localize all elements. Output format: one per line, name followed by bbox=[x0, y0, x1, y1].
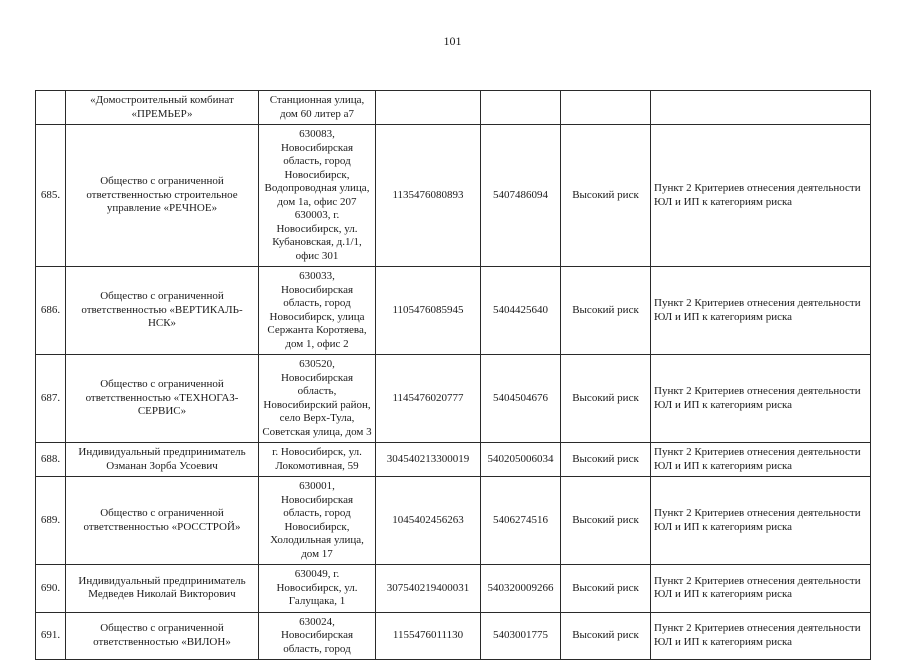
cell-criteria: Пункт 2 Критериев отнесения деятельности ЮЛ и ИП к категориям риска bbox=[651, 267, 871, 355]
cell-ogrn bbox=[376, 91, 481, 125]
cell-ogrn: 1105476085945 bbox=[376, 267, 481, 355]
cell-inn: 5406274516 bbox=[481, 477, 561, 565]
cell-risk: Высокий риск bbox=[561, 125, 651, 267]
table-row bbox=[36, 443, 871, 477]
cell-name: Общество с ограниченной ответственностью «РОССТРОЙ» bbox=[66, 477, 259, 565]
table-row bbox=[36, 565, 871, 613]
page-number: 101 bbox=[443, 34, 462, 48]
cell-num: 687. bbox=[36, 355, 66, 443]
cell-ogrn: 1145476020777 bbox=[376, 355, 481, 443]
registry-table bbox=[35, 90, 871, 660]
cell-name: Общество с ограниченной ответственностью «ТЕХНОГАЗ- СЕРВИС» bbox=[66, 355, 259, 443]
cell-criteria bbox=[651, 91, 871, 125]
cell-risk: Высокий риск bbox=[561, 267, 651, 355]
cell-ogrn: 1155476011130 bbox=[376, 612, 481, 660]
cell-name: Общество с ограниченной ответственностью «ВИЛОН» bbox=[66, 612, 259, 660]
cell-address: 630001, Новосибирская область, город Новосибирск, Холодильная улица, дом 17 bbox=[259, 477, 376, 565]
cell-address: г. Новосибирск, ул. Локомотивная, 59 bbox=[259, 443, 376, 477]
cell-num bbox=[36, 91, 66, 125]
cell-criteria: Пункт 2 Критериев отнесения деятельности ЮЛ и ИП к категориям риска bbox=[651, 355, 871, 443]
cell-inn: 5404504676 bbox=[481, 355, 561, 443]
cell-address: 630520, Новосибирская область, Новосибирский район, село Верх-Тула, Советская улица, дом 3 bbox=[259, 355, 376, 443]
cell-name: Общество с ограниченной ответственностью «ВЕРТИКАЛЬ- НСК» bbox=[66, 267, 259, 355]
cell-num: 690. bbox=[36, 565, 66, 613]
cell-risk bbox=[561, 91, 651, 125]
cell-num: 688. bbox=[36, 443, 66, 477]
registry-table-body bbox=[36, 91, 871, 660]
cell-inn bbox=[481, 91, 561, 125]
cell-inn: 540320009266 bbox=[481, 565, 561, 613]
cell-criteria: Пункт 2 Критериев отнесения деятельности ЮЛ и ИП к категориям риска bbox=[651, 565, 871, 613]
cell-address: 630033, Новосибирская область, город Новосибирск, улица Сержанта Коротяева, дом 1, офис 2 bbox=[259, 267, 376, 355]
cell-address: 630024, Новосибирская область, город bbox=[259, 612, 376, 660]
cell-risk: Высокий риск bbox=[561, 477, 651, 565]
cell-inn: 5404425640 bbox=[481, 267, 561, 355]
cell-num: 691. bbox=[36, 612, 66, 660]
cell-criteria: Пункт 2 Критериев отнесения деятельности ЮЛ и ИП к категориям риска bbox=[651, 125, 871, 267]
table-row bbox=[36, 612, 871, 660]
table-row bbox=[36, 91, 871, 125]
table-row bbox=[36, 125, 871, 267]
cell-ogrn: 307540219400031 bbox=[376, 565, 481, 613]
cell-address: 630049, г. Новосибирск, ул. Галущака, 1 bbox=[259, 565, 376, 613]
cell-inn: 5407486094 bbox=[481, 125, 561, 267]
cell-num: 685. bbox=[36, 125, 66, 267]
cell-criteria: Пункт 2 Критериев отнесения деятельности ЮЛ и ИП к категориям риска bbox=[651, 477, 871, 565]
cell-inn: 5403001775 bbox=[481, 612, 561, 660]
cell-risk: Высокий риск bbox=[561, 443, 651, 477]
cell-address: 630083, Новосибирская область, город Новосибирск, Водопроводная улица, дом 1а, офис 207 630003, г. Новосибирск, ул. Кубановская, д.1/1, офис 301 bbox=[259, 125, 376, 267]
cell-name: Индивидуальный предприниматель Медведев Николай Викторович bbox=[66, 565, 259, 613]
cell-address: Станционная улица, дом 60 литер а7 bbox=[259, 91, 376, 125]
cell-criteria: Пункт 2 Критериев отнесения деятельности ЮЛ и ИП к категориям риска bbox=[651, 443, 871, 477]
cell-inn: 540205006034 bbox=[481, 443, 561, 477]
cell-risk: Высокий риск bbox=[561, 355, 651, 443]
table-row bbox=[36, 267, 871, 355]
cell-name: Индивидуальный предприниматель Озманан Зорба Усоевич bbox=[66, 443, 259, 477]
table-row bbox=[36, 477, 871, 565]
cell-num: 686. bbox=[36, 267, 66, 355]
cell-risk: Высокий риск bbox=[561, 612, 651, 660]
cell-ogrn: 1045402456263 bbox=[376, 477, 481, 565]
cell-ogrn: 304540213300019 bbox=[376, 443, 481, 477]
cell-ogrn: 1135476080893 bbox=[376, 125, 481, 267]
cell-criteria: Пункт 2 Критериев отнесения деятельности ЮЛ и ИП к категориям риска bbox=[651, 612, 871, 660]
cell-num: 689. bbox=[36, 477, 66, 565]
table-row bbox=[36, 355, 871, 443]
cell-risk: Высокий риск bbox=[561, 565, 651, 613]
cell-name: Общество с ограниченной ответственностью строительное управление «РЕЧНОЕ» bbox=[66, 125, 259, 267]
cell-name: «Домостроительный комбинат «ПРЕМЬЕР» bbox=[66, 91, 259, 125]
